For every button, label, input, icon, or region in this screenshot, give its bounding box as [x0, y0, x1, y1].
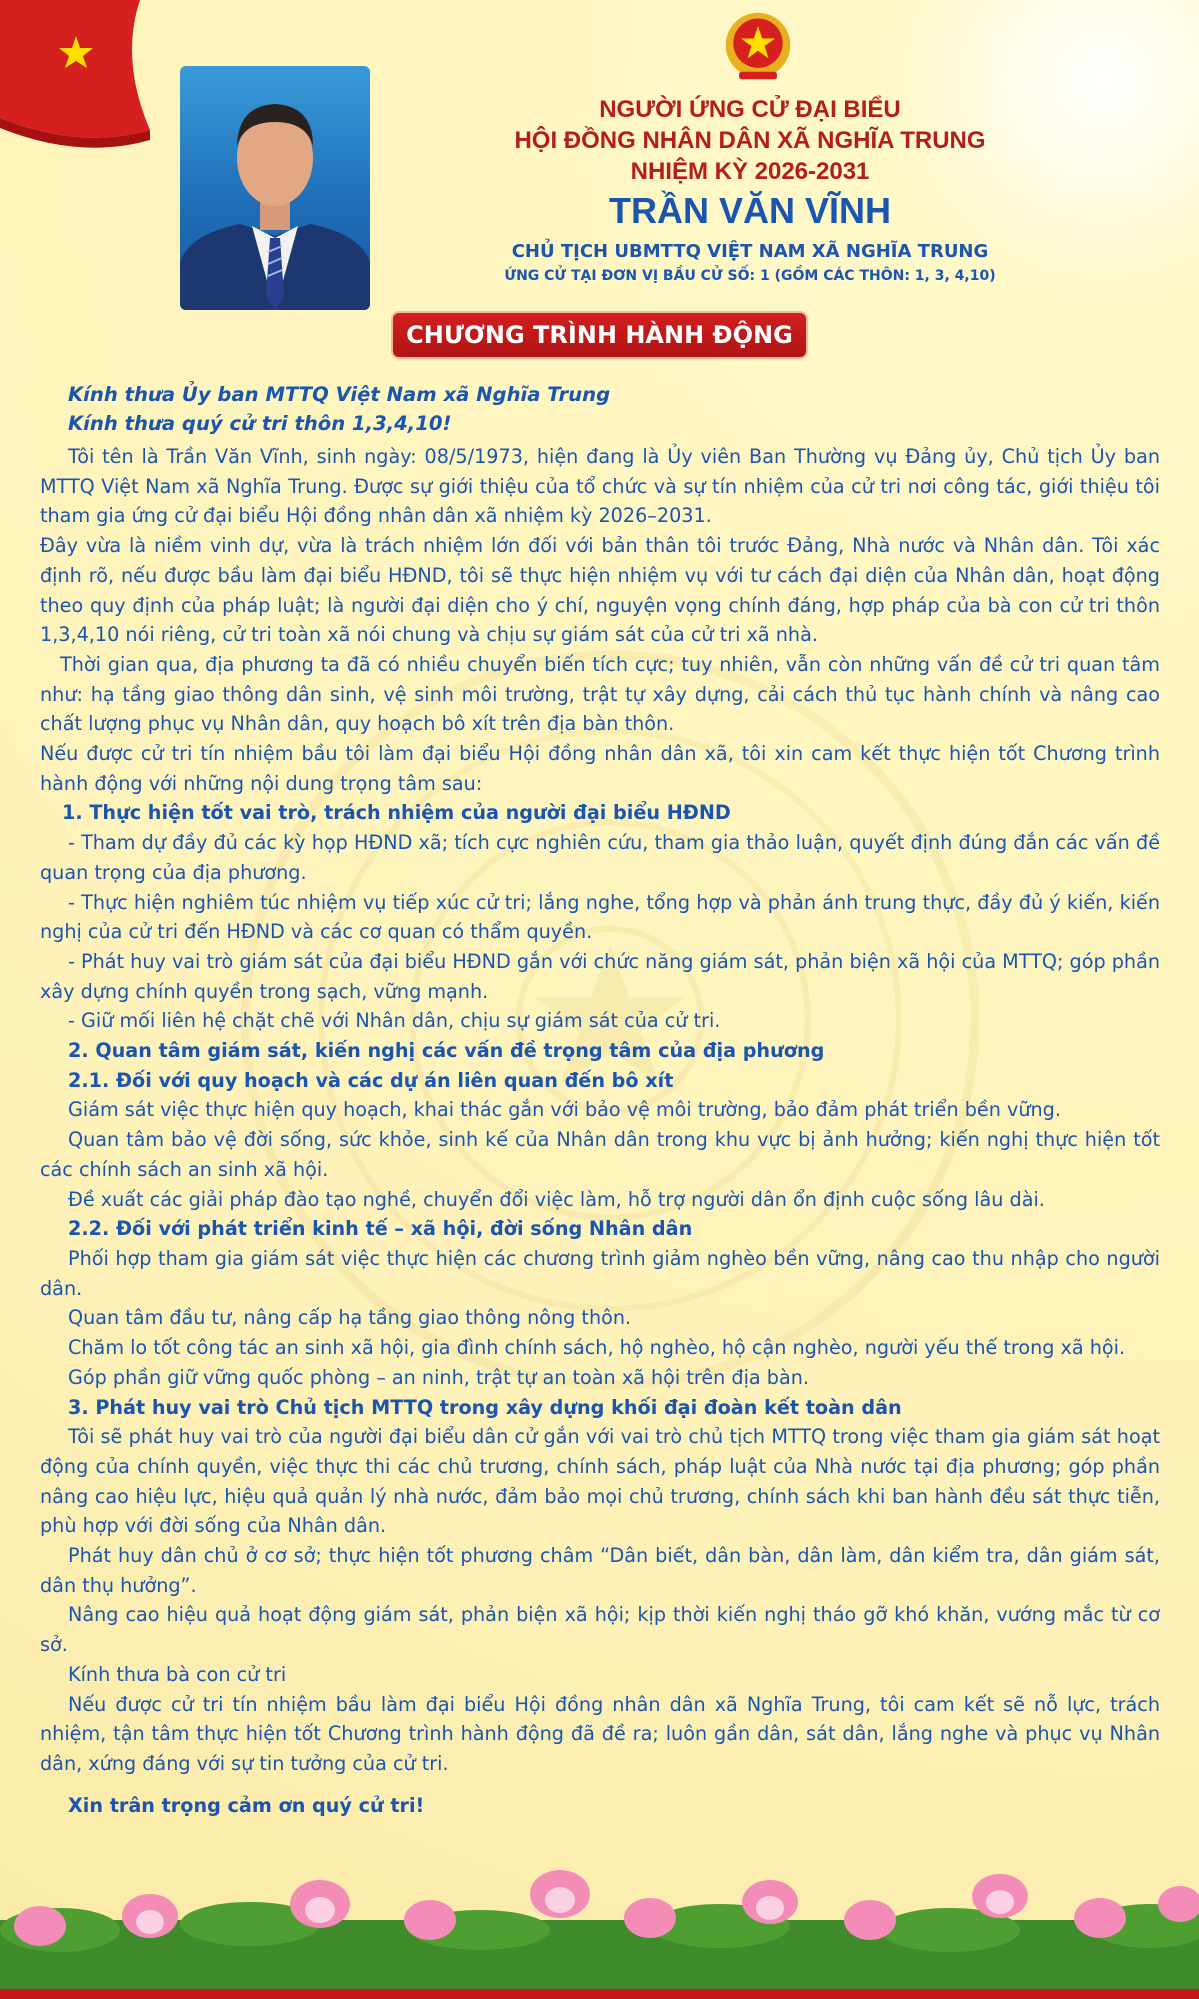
paragraph-3: Thời gian qua, địa phương ta đã có nhiều chuyển biến tích cực; tuy nhiên, vẫn còn những vấn đề cử tri quan tâm như: hạ tầng giao thông dân sinh, vệ sinh môi trường, trật tự xây dựng, cải cách thủ tục hành chính và nâng cao chất lượng phục vụ Nhân dân, quy hoạch bô xít trên địa bàn thôn.	[40, 652, 1160, 736]
closing-thanks: Xin trân trọng cảm ơn quý cử tri!	[68, 1793, 425, 1817]
salutation-1: Kính thưa Ủy ban MTTQ Việt Nam xã Nghĩa Trung	[68, 383, 611, 406]
item-3-c: Nâng cao hiệu quả hoạt động giám sát, phản biện xã hội; kịp thời kiến nghị tháo gỡ khó khăn, vướng mắc từ cơ sở.	[40, 1603, 1160, 1657]
item-2-2-d: Góp phần giữ vững quốc phòng – an ninh, trật tự an toàn xã hội trên địa bàn.	[68, 1365, 809, 1389]
paragraph-2: Đây vừa là niềm vinh dự, vừa là trách nhiệm lớn đối với bản thân tôi trước Đảng, Nhà nước và Nhân dân. Tôi xác định rõ, nếu được bầu làm đại biểu HĐND, tôi sẽ thực hiện nhiệm vụ với tư cách đại diện của Nhân dân, hoạt động theo quy định của pháp luật; là người đại diện cho ý chí, nguyện vọng chính đáng, hợp pháp của bà con cử tri thôn 1,3,4,10 nói riêng, cử tri toàn xã nói chung và chịu sự giám sát của cử tri xã nhà.	[40, 534, 1160, 647]
item-2-1-c: Đề xuất các giải pháp đào tạo nghề, chuyển đổi việc làm, hỗ trợ người dân ổn định cuộc sống lâu dài.	[68, 1187, 1045, 1211]
candidate-position: CHỦ TỊCH UBMTTQ VIỆT NAM XÃ NGHĨA TRUNG	[511, 241, 989, 262]
item-2-1-b: Quan tâm bảo vệ đời sống, sức khỏe, sinh kế của Nhân dân trong khu vực bị ảnh hưởng; kiến nghị thực hiện tốt các chính sách an sinh xã hội.	[40, 1128, 1160, 1181]
intro-paragraph: Tôi tên là Trần Văn Vĩnh, sinh ngày: 08/5/1973, hiện đang là Ủy viên Ban Thường vụ Đảng ủy, Chủ tịch Ủy ban MTTQ Việt Nam xã Nghĩa Trung. Được sự giới thiệu của tổ chức và sự tín nhiệm của cử tri nơi công tác, giới thiệu tôi tham gia ứng cử đại biểu Hội đồng nhân dân xã nhiệm kỳ 2026–2031.	[40, 445, 1160, 528]
section-2-heading: 2. Quan tâm giám sát, kiến nghị các vấn đề trọng tâm của địa phương	[68, 1039, 825, 1063]
header-block	[460, 94, 1040, 287]
bullet-1: - Tham dự đầy đủ các kỳ họp HĐND xã; tích cực nghiên cứu, tham gia thảo luận, quyết định đúng đắn các vấn đề quan trọng của địa phương.	[40, 831, 1160, 884]
item-2-2-b: Quan tâm đầu tư, nâng cấp hạ tầng giao thông nông thôn.	[68, 1306, 632, 1330]
electoral-unit: ỨNG CỬ TẠI ĐƠN VỊ BẦU CỬ SỐ: 1 (GỒM CÁC THÔN: 1, 3, 4,10)	[504, 268, 996, 284]
item-2-1-a: Giám sát việc thực hiện quy hoạch, khai thác gắn với bảo vệ môi trường, bảo đảm phát triển bền vững.	[68, 1098, 1061, 1122]
header-line3: NHIỆM KỲ 2026-2031	[630, 158, 870, 185]
program-banner: CHƯƠNG TRÌNH HÀNH ĐỘNG	[391, 311, 808, 359]
item-3-a: Tôi sẽ phát huy vai trò của người đại biểu dân cử gắn với vai trò chủ tịch MTTQ trong việc tham gia giám sát hoạt động của chính quyền, việc thực thi các chủ trương, chính sách, pháp luật của Nhà nước tại địa phương; góp phần nâng cao hiệu lực, hiệu quả quản lý nhà nước, đảm bảo mọi chủ trương, chính sách khi ban hành đều sát thực tiễn, phù hợp với đời sống của Nhân dân.	[40, 1425, 1160, 1538]
paragraph-4: Nếu được cử tri tín nhiệm bầu tôi làm đại biểu Hội đồng nhân dân xã, tôi xin cam kết thực hiện tốt Chương trình hành động với những nội dung trọng tâm sau:	[40, 742, 1160, 795]
commitment-paragraph: Nếu được cử tri tín nhiệm bầu làm đại biểu Hội đồng nhân dân xã Nghĩa Trung, tôi cam kết sẽ nỗ lực, trách nhiệm, tận tâm thực hiện tốt Chương trình hành động đã đề ra; luôn gần dân, sát dân, lắng nghe và phục vụ Nhân dân, xứng đáng với sự tin tưởng của cử tri.	[40, 1692, 1160, 1775]
bullet-2: - Thực hiện nghiêm túc nhiệm vụ tiếp xúc cử tri; lắng nghe, tổng hợp và phản ánh trung thực, đầy đủ ý kiến, kiến nghị của cử tri đến HĐND và các cơ quan có thẩm quyền.	[40, 890, 1160, 944]
section-3-heading: 3. Phát huy vai trò Chủ tịch MTTQ trong xây dựng khối đại đoàn kết toàn dân	[68, 1395, 902, 1419]
item-2-2-a: Phối hợp tham gia giám sát việc thực hiện các chương trình giảm nghèo bền vững, nâng cao thu nhập cho người dân.	[40, 1246, 1160, 1300]
candidate-portrait	[180, 66, 370, 310]
lotus-flowers-decoration	[0, 1860, 1199, 1999]
voter-salutation: Kính thưa bà con cử tri	[68, 1662, 287, 1686]
section-1-heading: 1. Thực hiện tốt vai trò, trách nhiệm của người đại biểu HĐND	[62, 801, 731, 825]
section-2-1-heading: 2.1. Đối với quy hoạch và các dự án liên quan đến bô xít	[68, 1068, 674, 1092]
salutation-2: Kính thưa quý cử tri thôn 1,3,4,10!	[68, 412, 452, 435]
bullet-4: - Giữ mối liên hệ chặt chẽ với Nhân dân, chịu sự giám sát của cử tri.	[68, 1009, 721, 1033]
national-emblem-icon	[720, 8, 796, 86]
item-2-2-c: Chăm lo tốt công tác an sinh xã hội, gia đình chính sách, hộ nghèo, hộ cận nghèo, người yếu thế trong xã hội.	[68, 1336, 1126, 1360]
header-line1: NGƯỜI ỨNG CỬ ĐẠI BIỂU	[599, 96, 901, 123]
program-content	[40, 380, 1160, 1820]
item-3-b: Phát huy dân chủ ở cơ sở; thực hiện tốt phương châm “Dân biết, dân bàn, dân làm, dân kiểm tra, dân giám sát, dân thụ hưởng”.	[40, 1544, 1160, 1597]
candidate-name: TRẦN VĂN VĨNH	[608, 190, 891, 231]
vietnam-flag-icon	[0, 0, 150, 150]
section-2-2-heading: 2.2. Đối với phát triển kinh tế – xã hội, đời sống Nhân dân	[68, 1217, 693, 1241]
bullet-3: - Phát huy vai trò giám sát của đại biểu HĐND gắn với chức năng giám sát, phản biện xã hội của MTTQ; góp phần xây dựng chính quyền trong sạch, vững mạnh.	[40, 949, 1160, 1003]
header-line2: HỘI ĐỒNG NHÂN DÂN XÃ NGHĨA TRUNG	[514, 127, 986, 154]
